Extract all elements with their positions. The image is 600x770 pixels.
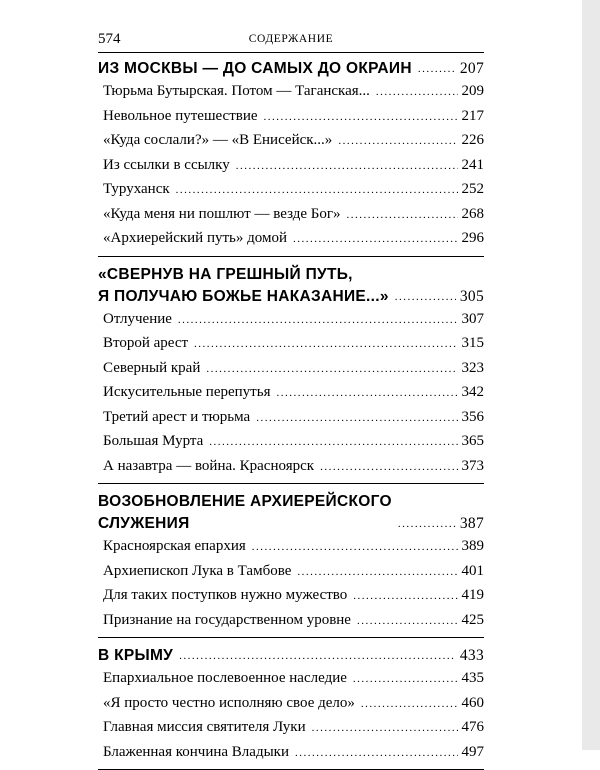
- section-title-line: «СВЕРНУВ НА ГРЕШНЫЙ ПУТЬ,: [98, 265, 353, 283]
- entry-page-number: 460: [461, 694, 484, 711]
- entry-title: «Я просто честно исполняю свое дело»: [103, 694, 355, 711]
- dot-leader: [194, 333, 457, 357]
- section-heading[interactable]: [98, 491, 484, 535]
- entry-page-number: 425: [461, 611, 484, 628]
- dot-leader: [179, 645, 456, 667]
- entry-page-number: 365: [461, 433, 484, 449]
- dot-leader: [295, 742, 458, 766]
- section-heading[interactable]: [98, 58, 484, 80]
- toc-entry[interactable]: [98, 178, 484, 203]
- toc-entry[interactable]: [98, 308, 484, 333]
- section-title: [98, 645, 173, 667]
- dot-leader: [206, 358, 457, 382]
- toc-entry[interactable]: [98, 609, 484, 634]
- toc-entry[interactable]: [98, 129, 484, 154]
- toc-entry[interactable]: [98, 357, 484, 382]
- dot-leader: [293, 228, 458, 252]
- entry-title: Для таких поступков нужно мужество: [103, 587, 348, 603]
- running-head: СОДЕРЖАНИЕ: [248, 33, 334, 45]
- entry-title: Искусительные перепутья: [103, 384, 271, 400]
- section-title: [98, 58, 412, 80]
- entry-page-number: 315: [461, 335, 484, 351]
- entry-page-number: 435: [461, 670, 484, 686]
- section-title-line: ВОЗОБНОВЛЕНИЕ АРХИЕРЕЙСКОГО: [98, 493, 392, 510]
- entry-page-number: 268: [461, 205, 484, 222]
- dot-leader: [353, 585, 457, 609]
- entry-page-number: 389: [461, 538, 484, 554]
- entry-page-number: 209: [461, 83, 484, 99]
- section-page-number: 305: [459, 287, 484, 305]
- page-number: 574: [98, 31, 121, 47]
- toc-section: [98, 56, 484, 257]
- toc-entry[interactable]: [98, 227, 484, 252]
- toc-entry[interactable]: [98, 203, 484, 228]
- toc-entry[interactable]: [98, 381, 484, 406]
- entry-title: Тюрьма Бутырская. Потом — Таганская...: [103, 83, 370, 99]
- dot-leader: [357, 610, 458, 634]
- toc-section: [98, 489, 484, 638]
- entry-page-number: 497: [461, 743, 484, 760]
- toc-entry[interactable]: [98, 406, 484, 431]
- section-page-number: 387: [459, 515, 484, 532]
- page-margin-strip: [582, 0, 600, 750]
- entry-title: Блаженная кончина Владыки: [103, 743, 289, 760]
- toc-section: [98, 262, 484, 485]
- section-title: [98, 491, 392, 535]
- entry-title: Туруханск: [103, 181, 170, 197]
- toc-entry[interactable]: [98, 584, 484, 609]
- toc-entry[interactable]: [98, 716, 484, 741]
- entry-page-number: 401: [461, 562, 484, 579]
- dot-leader: [376, 81, 458, 105]
- page-header: [98, 30, 484, 53]
- dot-leader: [418, 58, 456, 80]
- section-title-line: СЛУЖЕНИЯ: [98, 515, 190, 532]
- dot-leader: [320, 456, 457, 480]
- entry-title: Красноярская епархия: [103, 538, 246, 554]
- dot-leader: [297, 561, 457, 585]
- entry-title: Северный край: [103, 359, 201, 376]
- section-page-number: 433: [459, 647, 484, 664]
- entry-page-number: 296: [461, 230, 484, 246]
- toc-entry[interactable]: [98, 692, 484, 717]
- section-title: [98, 264, 389, 308]
- toc-section: [98, 643, 484, 770]
- toc-entry[interactable]: [98, 332, 484, 357]
- toc-entry[interactable]: [98, 430, 484, 455]
- entry-page-number: 217: [461, 107, 484, 124]
- section-heading[interactable]: [98, 264, 484, 308]
- dot-leader: [252, 536, 458, 560]
- dot-leader: [264, 106, 458, 130]
- dot-leader: [276, 382, 457, 406]
- dot-leader: [256, 407, 457, 431]
- entry-title: Архиепископ Лука в Тамбове: [103, 562, 292, 579]
- dot-leader: [395, 286, 456, 308]
- dot-leader: [178, 309, 458, 333]
- dot-leader: [236, 155, 458, 179]
- toc-entry[interactable]: [98, 560, 484, 585]
- dot-leader: [353, 668, 458, 692]
- entry-title: Большая Мурта: [103, 433, 204, 449]
- section-title-line: ИЗ МОСКВЫ — ДО САМЫХ ДО ОКРАИН: [98, 60, 412, 77]
- entry-page-number: 226: [461, 132, 484, 148]
- toc-entry[interactable]: [98, 741, 484, 766]
- entry-page-number: 342: [461, 384, 484, 400]
- entry-title: «Куда сослали?» — «В Енисейск...»: [103, 132, 333, 148]
- entry-title: Второй арест: [103, 335, 189, 351]
- toc-entry[interactable]: [98, 535, 484, 560]
- toc-entry[interactable]: [98, 105, 484, 130]
- dot-leader: [347, 204, 458, 228]
- entry-page-number: 356: [461, 408, 484, 425]
- entry-page-number: 373: [461, 457, 484, 474]
- section-page-number: 207: [459, 60, 484, 77]
- entry-title: Главная миссия святителя Луки: [103, 719, 306, 735]
- entry-title: Невольное путешествие: [103, 107, 258, 124]
- entry-title: Третий арест и тюрьма: [103, 408, 251, 425]
- entry-page-number: 323: [461, 359, 484, 376]
- entry-page-number: 241: [461, 156, 484, 173]
- section-title-line: В КРЫМУ: [98, 647, 174, 664]
- toc-entry[interactable]: [98, 667, 484, 692]
- dot-leader: [338, 130, 457, 154]
- entry-title: Епархиальное послевоенное наследие: [103, 670, 347, 686]
- entry-title: А назавтра — война. Красноярск: [103, 457, 315, 474]
- toc-entry[interactable]: [98, 154, 484, 179]
- entry-title: Признание на государственном уровне: [103, 611, 351, 628]
- entry-title: «Архиерейский путь» домой: [103, 230, 287, 246]
- dot-leader: [361, 693, 458, 717]
- dot-leader: [398, 513, 456, 535]
- section-heading[interactable]: [98, 645, 484, 667]
- entry-title: Отлучение: [103, 310, 172, 327]
- toc-entry[interactable]: [98, 80, 484, 105]
- entry-page-number: 307: [461, 310, 484, 327]
- entry-page-number: 419: [461, 587, 484, 603]
- dot-leader: [209, 431, 457, 455]
- toc-entry[interactable]: [98, 455, 484, 480]
- entry-page-number: 252: [461, 181, 484, 197]
- entry-title: Из ссылки в ссылку: [103, 156, 230, 173]
- dot-leader: [176, 179, 458, 203]
- dot-leader: [312, 717, 458, 741]
- entry-title: «Куда меня ни пошлют — везде Бог»: [103, 205, 341, 222]
- entry-page-number: 476: [461, 719, 484, 735]
- table-of-contents: [98, 56, 484, 770]
- section-title-line: Я ПОЛУЧАЮ БОЖЬЕ НАКАЗАНИЕ...»: [98, 287, 389, 305]
